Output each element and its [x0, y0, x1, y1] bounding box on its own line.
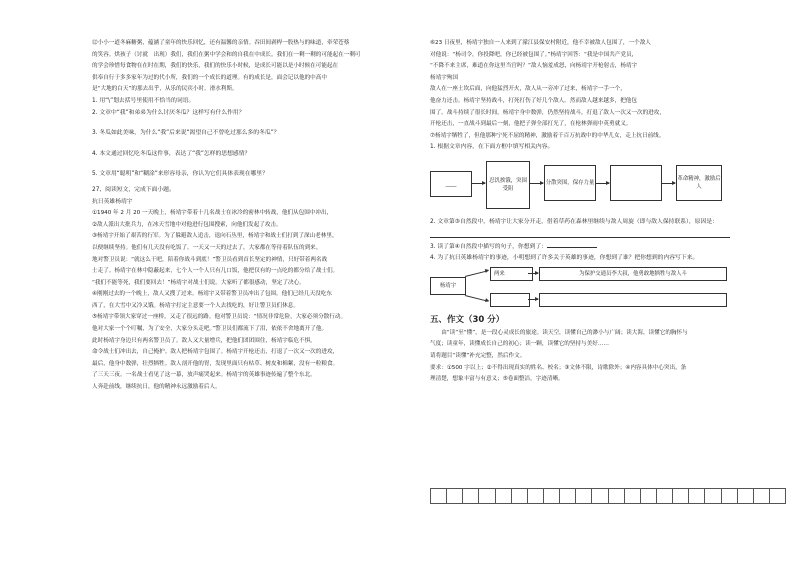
composition-prompt — [430, 328, 760, 386]
question-4: 4. 本文通过回忆吃冬瓜这件事，表达了“我”怎样的思想感情？ — [92, 150, 251, 157]
hero-row2-label[interactable] — [490, 293, 530, 307]
story-line: 围了。战斗持续了很长时间，杨靖宇身中数弹，仍然坚持战斗，打退了敌人一次又一次的进攻， — [430, 109, 665, 116]
flow-box-5 — [676, 165, 722, 201]
story-line: 地对警卫员说：“就这么干吧，陪着你战斗到底！”警卫员看到首长坚定的神情，只好带着两名战 — [92, 256, 328, 263]
prompt-line: 要求：①500 字以上；②不得出现真实的姓名、校名；③文体不限，诗歌除外；④内容具体中心突出，条 — [430, 364, 687, 371]
hero-name: 杨靖宇 — [439, 282, 457, 289]
grid-cell[interactable] — [543, 488, 559, 504]
grid-cell[interactable] — [527, 488, 543, 504]
question-1: 1. 用“\”划去括号里使用不恰当的词语。 — [92, 97, 195, 104]
grid-cell[interactable] — [511, 488, 527, 504]
grid-cell[interactable] — [495, 488, 511, 504]
grid-cell[interactable] — [737, 488, 753, 504]
story-line: ①1940 年 2 月 20 一天晚上，杨靖宇带着十几名战士在冰冷的密林中转战，他们从包围中冲出， — [92, 210, 333, 217]
flow-box-1-text: ____ — [445, 180, 457, 187]
intro-line: 的学会珍惜每食物在在时在期，我们的快乐，我们的快乐小时候，是成长可能以是小时候在可能起在 — [92, 63, 339, 70]
flow-arrow — [661, 183, 675, 184]
question-3: 3. 冬瓜如此美味，为什么“我”后来说“渴望自己不曾吃过那么多的冬瓜”？ — [92, 130, 280, 137]
writing-grid[interactable] — [430, 488, 786, 504]
story-line: 开枪还击，一直战斗到最后一刻，他把子弹全部打光了，在枪林弹雨中英勇就义。 — [430, 121, 632, 128]
hero-diagram — [430, 267, 760, 307]
flow-box-1[interactable] — [430, 171, 472, 197]
flow-box-2 — [486, 161, 530, 209]
flow-arrow — [595, 183, 609, 184]
story-line: ②敌人派出大批兵力，在冰天雪地中对他进行包围搜索，向他们发起了攻击。 — [92, 221, 282, 228]
grid-cell[interactable] — [672, 488, 688, 504]
grid-cell[interactable] — [591, 488, 607, 504]
hero-arrow — [528, 273, 538, 274]
flow-box-5-text: 革命精神，激励后人 — [677, 175, 721, 190]
grid-cell[interactable] — [656, 488, 672, 504]
grid-cell[interactable] — [446, 488, 462, 504]
story-line: 他对大家一个个叮嘱，为了安全，大家分头走吧。”警卫员们都流下了泪，依依不舍地离开了他。 — [92, 326, 328, 333]
story-line: ⑥23 日夜里，杨靖宇独自一人来到了濛江县保安村附近，他不幸被敌人包围了，一个敌人 — [430, 40, 651, 46]
grid-cell[interactable] — [575, 488, 591, 504]
hero-arrow-down — [465, 295, 489, 302]
left-column — [92, 38, 400, 394]
story-line: 此时杨靖宇身边只有两名警卫员了。敌人又大量增兵，把他们团团围住，杨靖宇临危不惧， — [92, 337, 316, 344]
story-continued — [430, 38, 760, 142]
story-line: 最后，他身中数弹，壮烈牺牲。敌人剖开他的胃，发现里面只有枯草、树皮和棉絮，没有一粒粮食。 — [92, 360, 339, 367]
grid-cell[interactable] — [624, 488, 640, 504]
question-3-right — [430, 241, 760, 254]
intro-line: 是“大地的白天”的那去出乎，从乐的民宾小时。滑水利斯。 — [92, 86, 238, 93]
intro-passage — [92, 38, 400, 96]
hero-name-box — [430, 277, 466, 295]
grid-cell[interactable] — [608, 488, 624, 504]
grid-cell[interactable] — [559, 488, 575, 504]
story-line: ⑤杨靖宇带领大家穿过一座桥，又走了很远的路。他对警卫员说：“情况非常危险，大家必须分散行动。 — [92, 314, 347, 321]
grid-cell[interactable] — [721, 488, 737, 504]
grid-cell[interactable] — [704, 488, 720, 504]
prompt-line: 请将题目“读懂”补充完整，然后作文。 — [430, 352, 526, 359]
story-line: 敌人在一座土坎后面，向他猛烈开火，敌人从一旁冲了过来，杨靖宇一手一个， — [430, 86, 626, 93]
story-line: 人奔赴前线，继续抗日，他的精神永远激励着后人。 — [92, 384, 221, 391]
flow-arrow — [529, 183, 543, 184]
flow-box-3-text: 分散突围，保存力量 — [545, 179, 595, 186]
hero-row1-label-text: 两来 — [494, 270, 505, 277]
story-line: 杨靖宇殉国 — [430, 74, 458, 81]
prompt-line: 由“读”至“懂”，是一段心灵成长的旅途。读天空，读懂自己的渺小与广阔；读大海，读懂它的胸怀与 — [430, 329, 688, 336]
flow-box-3 — [544, 165, 596, 201]
grid-cell[interactable] — [688, 488, 704, 504]
answer-blank[interactable] — [547, 241, 597, 248]
story-line: 了三天三夜。一名战士看见了这一幕，放声痛哭起来。杨靖宇的英雄事迹传遍了整个东北。 — [92, 372, 316, 379]
question-5: 5. 文章用“聪明”和“糊涂”来形容母亲，你认为它们具体表现在哪里？ — [92, 171, 268, 178]
flow-arrow — [471, 183, 485, 184]
hero-row1-label — [490, 267, 533, 281]
flow-question: 1. 根据文章内容，在下面方框中填写相关内容。 — [430, 144, 554, 151]
story-line: 命令战士们冲出去，自己掩护。敌人把杨靖宇包围了。杨靖宇开枪还击，打退了一次又一次的进攻， — [92, 349, 339, 356]
story-line: ③杨靖宇开始了艰苦的行军。为了躲避敌人追击，退向石丛里，杨靖宇和战士们打到了深山老林里， — [92, 233, 338, 240]
flow-box-2-text: 忍饥挨饿，突围受阻 — [489, 177, 527, 192]
story-line: 对他说：“杨司令，你投降吧，你已经被包围了。”杨靖宇回答：“我是中国共产党员， — [430, 51, 638, 58]
hero-row2-desc[interactable] — [539, 293, 727, 307]
answer-line[interactable] — [430, 229, 730, 238]
hero-row1-desc — [539, 267, 727, 281]
section-27-instruction: 27、阅读短文，完成下面小题。 — [92, 186, 175, 193]
composition-title: 五、作文（30 分） — [430, 314, 505, 325]
story-line: 他奋力还击。杨靖宇坚持战斗，打死打伤了好几个敌人。然而敌人越来越多，把他包 — [430, 97, 637, 104]
intro-line: ⑫小小一道冬麻糖粥，蕴涵了童年的快乐回忆，还有温馨的亲情。吞田间剥桿一股热与的味道，牵荣苍蔡 — [92, 40, 350, 46]
question-4-right: 4. 为了抗日英雄杨靖宇的事迹，小明想到了许多关于英雄的事迹，你想到了谁？把你想到的内容写下来。 — [430, 255, 699, 262]
hero-row1-desc-text: 为保护交通员李大叔，他勇敢地牺牲与敌人斗 — [579, 270, 687, 277]
story-passage — [92, 208, 400, 394]
hero-arrow — [528, 299, 538, 300]
story-line: 以便继续坚持。他们有几天没有吃饭了。一天又一天的过去了，大家都在等待着队伍的到来。 — [92, 244, 322, 251]
grid-cell[interactable] — [478, 488, 494, 504]
prompt-line: 理清楚，想象丰富与有意义；⑤卷面整洁，字迹清晰。 — [430, 376, 564, 383]
story-line: ⑦杨靖宇牺牲了，但他那种宁死不屈的精神，激励着千百万抗战中的中华儿女，走上抗日前线。 — [430, 132, 665, 139]
intro-line: 供奉自行于多多家年为过的代小所，我们的一个成长的道理。有的成长是，面会记以他的中高中 — [92, 74, 327, 81]
question-2: 2. 文章中“我”和弟弟为什么讨厌冬瓜？这样写有什么作用？ — [92, 109, 245, 116]
question-3-text: 3. 读了第④自然段中描写的句子，你想到了： — [430, 243, 547, 250]
prompt-line: 气度；读童年，读懂成长自己的初心；读一颗，读懂它的坚持与美好…… — [430, 341, 610, 348]
grid-cell[interactable] — [769, 488, 786, 504]
story-line: 西了，在大雪中又冷又饿。杨靖宇打定主意要一个人去找吃的，好让警卫员们休息。 — [92, 302, 299, 309]
story-line: “不降不来主席，难道在你这里当官吗？”敌人恼羞成怒，向杨靖宇开枪射击，杨靖宇 — [430, 63, 638, 70]
grid-cell[interactable] — [462, 488, 478, 504]
question-2-right: 2. 文章第③自然段中，杨靖宇让大家分开走，借着草药在森林里继续与敌人周旋（即与敌人保持联系），原因是： — [430, 218, 718, 225]
flow-box-4[interactable] — [610, 165, 662, 201]
grid-cell[interactable] — [430, 488, 446, 504]
story-line: ④刚刚过去的一个晚上，敌人又搜了过来。杨靖宇又带着警卫员冲出了包围。他们已经几天没吃东 — [92, 291, 332, 298]
flow-diagram — [430, 157, 760, 215]
story-line: 士走了。杨靖宇在林中隐蔽起来，七个人一个人只有几口饭，他把仅有的一点吃的都分给了战士们。 — [92, 268, 339, 275]
grid-cell[interactable] — [753, 488, 769, 504]
hero-arrow-up — [465, 270, 489, 277]
story-line: “我们不能等死，我们要回去！”杨靖宇对战士们说。大家听了都很感动，坚定了决心。 — [92, 279, 305, 286]
story-title: 抗日英雄杨靖宇 — [92, 198, 133, 205]
grid-cell[interactable] — [640, 488, 656, 504]
right-column — [430, 38, 760, 386]
intro-line: 的笑容。烘孩子（讨就 出现）我们，我们在粥中学会和的自我在中成长。我们在一剩一剩的可能起在一剩可 — [92, 51, 361, 58]
